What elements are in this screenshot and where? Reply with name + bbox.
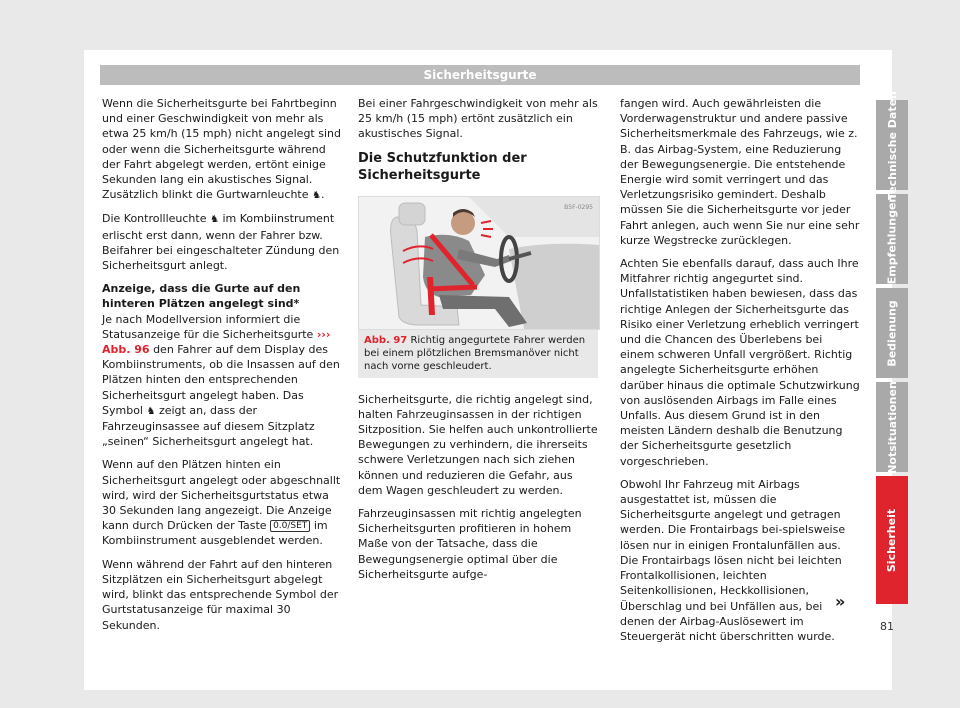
set-key-label: 0.0/SET [270, 520, 310, 532]
section-header: Sicherheitsgurte [100, 65, 860, 85]
paragraph: Wenn auf den Plätzen hinten ein Sicherheitsgurt angelegt oder abgeschnallt wird, wird der Sicherheitsgurtstatus etwa 30 Sekunden lang angezeigt. Die Anzeige kann durch Drücken der Taste 0.0/SET im Kombiinstrument ausgeblendet werden. [102, 458, 341, 548]
paragraph: Die Kontrollleuchte ♞ im Kombiinstrument erlischt erst dann, wenn der Fahrer bzw. Beifahrer bei eingeschalteter Zündung den Sicherheitsgurt anlegt. [102, 212, 340, 273]
section-title: Die Schutzfunktion der Sicherheitsgurte [358, 150, 527, 183]
paragraph: Wenn während der Fahrt auf den hinteren Sitzplätzen ein Sicherheitsgurt abgelegt wird, blinkt das entsprechende Symbol der Gurtstatusanzeige für maximal 30 Sekunden. [102, 557, 339, 632]
column-right [620, 96, 860, 652]
page-number: 81 [880, 620, 894, 633]
paragraph: Bei einer Fahrgeschwindigkeit von mehr als 25 km/h (15 mph) ertönt zusätzlich ein akustisches Signal. [358, 97, 598, 141]
column-middle [358, 96, 600, 590]
tab-empfehlungen[interactable]: Empfehlungen [876, 194, 908, 284]
tab-sicherheit[interactable]: Sicherheit [876, 476, 908, 604]
paragraph: fangen wird. Auch gewährleisten die Vorderwagenstruktur und andere passive Sicherheitsmerkmale des Fahrzeugs, wie z. B. das Airbag-System, eine Reduzierung der Bewegungsenergie. Die entstehende Energie wird somit verringert und das Verletzungsrisiko gemindert. Deshalb müssen Sie die Sicherheitsgurte vor jeder Fahrt anlegen, auch wenn Sie nur eine sehr kurze Wegstrecke zurücklegen. [620, 97, 860, 247]
belted-driver-illustration [359, 197, 599, 329]
paragraph: Achten Sie ebenfalls darauf, dass auch Ihre Mitfahrer richtig angegurtet sind. Unfallstatistiken haben bewiesen, dass das richtige Anlegen der Sicherheitsgurte das Risiko einer Verletzung erheblich verringert und die Chancen des Überlebens bei einem schweren Unfall vergrößert. Richtig angelegte Sicherheitsgurte erhöhen darüber hinaus die optimale Schutzwirkung von auslösenden Airbags im Falle eines Unfalls. Aus diesem Grund ist in den meisten Ländern deshalb die Benutzung der Sicherheitsgurte gesetzlich vorgeschrieben. [620, 257, 860, 468]
paragraph: Je nach Modellversion informiert die Statusanzeige für die Sicherheitsgurte ››› Abb. 96 den Fahrer auf dem Display des Kombiinstruments, ob die Insassen auf den Plätzen hinten den entsprechenden Sicherheitsgurt angelegt haben. Das Symbol ♞ zeigt an, dass der Fahrzeuginsassee auf diesem Sitzplatz „seinen“ Sicherheitsgurt angelegt hat. [102, 312, 340, 449]
tab-bedienung[interactable]: Bedienung [876, 288, 908, 378]
figure-belted-driver [358, 196, 600, 330]
figure-caption [358, 330, 598, 378]
paragraph: Wenn die Sicherheitsgurte bei Fahrtbeginn und einer Geschwindigkeit von mehr als etwa 25 km/h (15 mph) nicht angelegt sind oder wenn die Sicherheitsgurte während der Fahrt abgelegt werden, ertönt einige Sekunden lang ein akustisches Signal. Zusätzlich blinkt die Gurtwarnleuchte ♞. [102, 97, 341, 202]
figure-id: B5F-0295 [564, 203, 593, 211]
chapter-tabs [876, 90, 908, 608]
tab-technische-daten[interactable]: Technische Daten [876, 100, 908, 190]
tab-notsituationen[interactable]: Notsituationen [876, 382, 908, 472]
figure-reference-link[interactable]: ››› Abb. 96 [102, 327, 331, 357]
figure-caption-text: Richtig angegurtete Fahrer werden bei einem plötzlichen Bremsmanöver nicht nach vorne geschleudert. [364, 334, 586, 372]
seatbelt-status-icon: ♞ [146, 405, 156, 417]
paragraph: Obwohl Ihr Fahrzeug mit Airbags ausgestattet ist, müssen die Sicherheitsgurte angelegt und getragen werden. Die Frontairbags bei-spielsweise lösen nur in einigen Frontalunfällen aus. Die Frontairbags lösen nicht bei leichten Frontalkollisionen, leichten Seitenkollisionen, Heckkollisionen, Überschlag und bei Unfällen aus, bei denen der Airbag-Auslösewert im Steuergerät nicht überschritten wurde. [620, 477, 846, 643]
seatbelt-warning-icon: ♞ [210, 214, 219, 226]
figure-caption-label: Abb. 97 [364, 334, 408, 346]
column-left [102, 96, 342, 641]
paragraph: Fahrzeuginsassen mit richtig angelegten Sicherheitsgurten profitieren in hohem Maße von der Tatsache, dass die Bewegungsenergie optimal über die Sicherheitsgurte aufge- [358, 507, 582, 581]
seatbelt-warning-icon: ♞ [312, 190, 321, 202]
continue-marker: » [835, 592, 846, 611]
paragraph: Sicherheitsgurte, die richtig angelegt sind, halten Fahrzeuginsassen in der richtigen Sitzposition. Sie helfen auch unkontrollierte Bewegungen zu verhindern, die ihrerseits schwere Verletzungen nach sich ziehen können und reduzieren die Gefahr, aus dem Wagen geschleudert zu werden. [358, 392, 598, 497]
subheading-rear-belt-display: Anzeige, dass die Gurte auf den hinteren Plätzen angelegt sind* [102, 282, 301, 311]
